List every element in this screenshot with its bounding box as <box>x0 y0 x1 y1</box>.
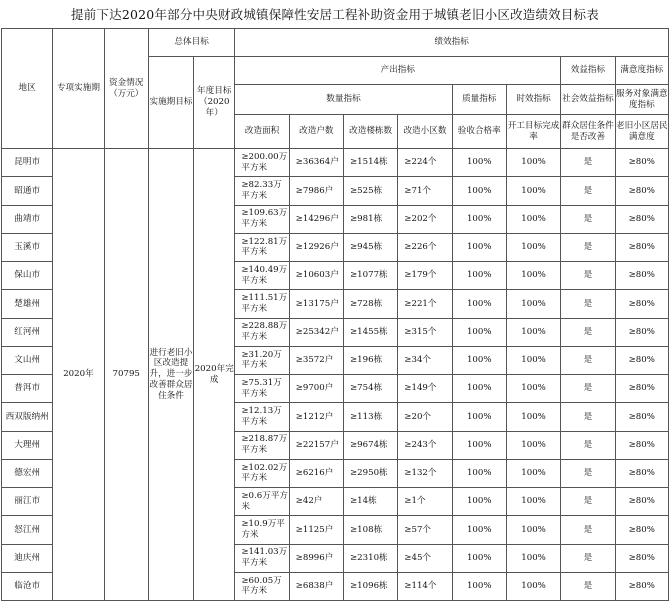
area-cell: ≥75.31万平方米 <box>235 375 289 403</box>
region-cell: 玉溪市 <box>2 233 53 261</box>
pass-rate-cell: 100% <box>452 262 506 290</box>
start-rate-cell: 100% <box>506 488 560 516</box>
pass-rate-cell: 100% <box>452 544 506 572</box>
header-satisfaction: 满意度指标 <box>615 57 668 85</box>
buildings-cell: ≥9674栋 <box>343 431 397 459</box>
satisfaction-cell: ≥80% <box>615 375 668 403</box>
households-cell: ≥22157户 <box>289 431 343 459</box>
households-cell: ≥10603户 <box>289 262 343 290</box>
households-cell: ≥1212户 <box>289 403 343 431</box>
pass-rate-cell: 100% <box>452 572 506 600</box>
satisfaction-cell: ≥80% <box>615 516 668 544</box>
col-header-pass-rate: 验收合格率 <box>452 115 506 149</box>
area-cell: ≥111.51万平方米 <box>235 290 289 318</box>
improved-cell: 是 <box>561 488 615 516</box>
header-output: 产出指标 <box>235 57 561 85</box>
region-cell: 怒江州 <box>2 516 53 544</box>
improved-cell: 是 <box>561 205 615 233</box>
communities-cell: ≥221个 <box>398 290 452 318</box>
satisfaction-cell: ≥80% <box>615 262 668 290</box>
households-cell: ≥13175户 <box>289 290 343 318</box>
communities-cell: ≥132个 <box>398 459 452 487</box>
pass-rate-cell: 100% <box>452 318 506 346</box>
buildings-cell: ≥2950栋 <box>343 459 397 487</box>
area-cell: ≥102.02万平方米 <box>235 459 289 487</box>
area-cell: ≥82.33万平方米 <box>235 177 289 205</box>
satisfaction-cell: ≥80% <box>615 149 668 177</box>
buildings-cell: ≥945栋 <box>343 233 397 261</box>
satisfaction-cell: ≥80% <box>615 346 668 374</box>
pass-rate-cell: 100% <box>452 177 506 205</box>
start-rate-cell: 100% <box>506 572 560 600</box>
communities-cell: ≥20个 <box>398 403 452 431</box>
buildings-cell: ≥196栋 <box>343 346 397 374</box>
households-cell: ≥3572户 <box>289 346 343 374</box>
buildings-cell: ≥14栋 <box>343 488 397 516</box>
header-funds: 资金情况（万元） <box>104 29 148 149</box>
satisfaction-cell: ≥80% <box>615 205 668 233</box>
pass-rate-cell: 100% <box>452 205 506 233</box>
satisfaction-cell: ≥80% <box>615 233 668 261</box>
satisfaction-cell: ≥80% <box>615 431 668 459</box>
start-rate-cell: 100% <box>506 177 560 205</box>
satisfaction-cell: ≥80% <box>615 177 668 205</box>
header-impl-target: 实施期目标 <box>148 57 193 149</box>
pass-rate-cell: 100% <box>452 375 506 403</box>
start-rate-cell: 100% <box>506 459 560 487</box>
pass-rate-cell: 100% <box>452 233 506 261</box>
satisfaction-cell: ≥80% <box>615 290 668 318</box>
start-rate-cell: 100% <box>506 205 560 233</box>
header-period: 专项实施期 <box>53 29 104 149</box>
area-cell: ≥218.87万平方米 <box>235 431 289 459</box>
households-cell: ≥6216户 <box>289 459 343 487</box>
header-annual-target: 年度目标（2020年） <box>194 57 235 149</box>
area-cell: ≥10.9万平方米 <box>235 516 289 544</box>
area-cell: ≥140.49万平方米 <box>235 262 289 290</box>
col-header-improved: 群众居住条件是否改善 <box>561 115 615 149</box>
communities-cell: ≥202个 <box>398 205 452 233</box>
area-cell: ≥0.6万平方米 <box>235 488 289 516</box>
start-rate-cell: 100% <box>506 262 560 290</box>
satisfaction-cell: ≥80% <box>615 488 668 516</box>
improved-cell: 是 <box>561 346 615 374</box>
header-perf-indicators: 绩效指标 <box>235 29 669 57</box>
start-rate-cell: 100% <box>506 431 560 459</box>
improved-cell: 是 <box>561 459 615 487</box>
region-cell: 普洱市 <box>2 375 53 403</box>
pass-rate-cell: 100% <box>452 516 506 544</box>
households-cell: ≥6838户 <box>289 572 343 600</box>
pass-rate-cell: 100% <box>452 290 506 318</box>
region-cell: 丽江市 <box>2 488 53 516</box>
start-rate-cell: 100% <box>506 544 560 572</box>
start-rate-cell: 100% <box>506 403 560 431</box>
improved-cell: 是 <box>561 544 615 572</box>
communities-cell: ≥45个 <box>398 544 452 572</box>
col-header-satisfaction: 老旧小区居民满意度 <box>615 115 668 149</box>
header-social-benefit: 社会效益指标 <box>561 85 615 115</box>
col-header-buildings: 改造楼栋数 <box>343 115 397 149</box>
communities-cell: ≥149个 <box>398 375 452 403</box>
households-cell: ≥12926户 <box>289 233 343 261</box>
households-cell: ≥42户 <box>289 488 343 516</box>
area-cell: ≥200.00万平方米 <box>235 149 289 177</box>
households-cell: ≥9700户 <box>289 375 343 403</box>
region-cell: 昆明市 <box>2 149 53 177</box>
satisfaction-cell: ≥80% <box>615 572 668 600</box>
buildings-cell: ≥108栋 <box>343 516 397 544</box>
header-overall-target: 总体目标 <box>148 29 235 57</box>
improved-cell: 是 <box>561 431 615 459</box>
communities-cell: ≥1个 <box>398 488 452 516</box>
buildings-cell: ≥728栋 <box>343 290 397 318</box>
satisfaction-cell: ≥80% <box>615 403 668 431</box>
pass-rate-cell: 100% <box>452 346 506 374</box>
communities-cell: ≥114个 <box>398 572 452 600</box>
start-rate-cell: 100% <box>506 516 560 544</box>
improved-cell: 是 <box>561 516 615 544</box>
pass-rate-cell: 100% <box>452 488 506 516</box>
buildings-cell: ≥1077栋 <box>343 262 397 290</box>
col-header-area: 改造面积 <box>235 115 289 149</box>
pass-rate-cell: 100% <box>452 149 506 177</box>
area-cell: ≥31.20万平方米 <box>235 346 289 374</box>
satisfaction-cell: ≥80% <box>615 459 668 487</box>
area-cell: ≥109.63万平方米 <box>235 205 289 233</box>
funds-cell: 70795 <box>104 149 148 601</box>
annual-target-cell: 2020年完成 <box>194 149 235 601</box>
area-cell: ≥141.03万平方米 <box>235 544 289 572</box>
period-cell: 2020年 <box>53 149 104 601</box>
region-cell: 保山市 <box>2 262 53 290</box>
start-rate-cell: 100% <box>506 318 560 346</box>
start-rate-cell: 100% <box>506 346 560 374</box>
households-cell: ≥36364户 <box>289 149 343 177</box>
header-timeliness: 时效指标 <box>506 85 560 115</box>
performance-target-table <box>1 28 669 601</box>
region-cell: 迪庆州 <box>2 544 53 572</box>
households-cell: ≥14296户 <box>289 205 343 233</box>
start-rate-cell: 100% <box>506 149 560 177</box>
page-title: 提前下达2020年部分中央财政城镇保障性安居工程补助资金用于城镇老旧小区改造绩效目标表 <box>71 7 599 22</box>
area-cell: ≥12.13万平方米 <box>235 403 289 431</box>
buildings-cell: ≥113栋 <box>343 403 397 431</box>
region-cell: 曲靖市 <box>2 205 53 233</box>
buildings-cell: ≥754栋 <box>343 375 397 403</box>
buildings-cell: ≥1455栋 <box>343 318 397 346</box>
households-cell: ≥1125户 <box>289 516 343 544</box>
col-header-households: 改造户数 <box>289 115 343 149</box>
improved-cell: 是 <box>561 375 615 403</box>
communities-cell: ≥226个 <box>398 233 452 261</box>
buildings-cell: ≥1096栋 <box>343 572 397 600</box>
region-cell: 临沧市 <box>2 572 53 600</box>
pass-rate-cell: 100% <box>452 459 506 487</box>
region-cell: 西双版纳州 <box>2 403 53 431</box>
improved-cell: 是 <box>561 177 615 205</box>
pass-rate-cell: 100% <box>452 431 506 459</box>
satisfaction-cell: ≥80% <box>615 544 668 572</box>
buildings-cell: ≥2310栋 <box>343 544 397 572</box>
improved-cell: 是 <box>561 403 615 431</box>
region-cell: 大理州 <box>2 431 53 459</box>
improved-cell: 是 <box>561 262 615 290</box>
start-rate-cell: 100% <box>506 375 560 403</box>
area-cell: ≥122.81万平方米 <box>235 233 289 261</box>
region-cell: 文山州 <box>2 346 53 374</box>
buildings-cell: ≥981栋 <box>343 205 397 233</box>
header-quality: 质量指标 <box>452 85 506 115</box>
communities-cell: ≥243个 <box>398 431 452 459</box>
satisfaction-cell: ≥80% <box>615 318 668 346</box>
communities-cell: ≥315个 <box>398 318 452 346</box>
communities-cell: ≥57个 <box>398 516 452 544</box>
impl-target-cell: 进行老旧小区改造提升，进一步改善群众居住条件 <box>148 149 193 601</box>
start-rate-cell: 100% <box>506 233 560 261</box>
col-header-start-rate: 开工目标完成率 <box>506 115 560 149</box>
improved-cell: 是 <box>561 572 615 600</box>
pass-rate-cell: 100% <box>452 403 506 431</box>
header-quantity: 数量指标 <box>235 85 452 115</box>
improved-cell: 是 <box>561 318 615 346</box>
improved-cell: 是 <box>561 290 615 318</box>
header-benefit: 效益指标 <box>561 57 615 85</box>
communities-cell: ≥71个 <box>398 177 452 205</box>
improved-cell: 是 <box>561 233 615 261</box>
communities-cell: ≥179个 <box>398 262 452 290</box>
header-region: 地区 <box>2 29 53 149</box>
buildings-cell: ≥525栋 <box>343 177 397 205</box>
region-cell: 昭通市 <box>2 177 53 205</box>
buildings-cell: ≥1514栋 <box>343 149 397 177</box>
table-row <box>2 149 669 177</box>
header-service-satisfaction: 服务对象满意度指标 <box>615 85 668 115</box>
communities-cell: ≥224个 <box>398 149 452 177</box>
start-rate-cell: 100% <box>506 290 560 318</box>
area-cell: ≥60.05万平方米 <box>235 572 289 600</box>
households-cell: ≥8996户 <box>289 544 343 572</box>
households-cell: ≥25342户 <box>289 318 343 346</box>
col-header-communities: 改造小区数 <box>398 115 452 149</box>
households-cell: ≥7986户 <box>289 177 343 205</box>
region-cell: 楚雄州 <box>2 290 53 318</box>
communities-cell: ≥34个 <box>398 346 452 374</box>
area-cell: ≥228.88万平方米 <box>235 318 289 346</box>
region-cell: 红河州 <box>2 318 53 346</box>
region-cell: 德宏州 <box>2 459 53 487</box>
improved-cell: 是 <box>561 149 615 177</box>
